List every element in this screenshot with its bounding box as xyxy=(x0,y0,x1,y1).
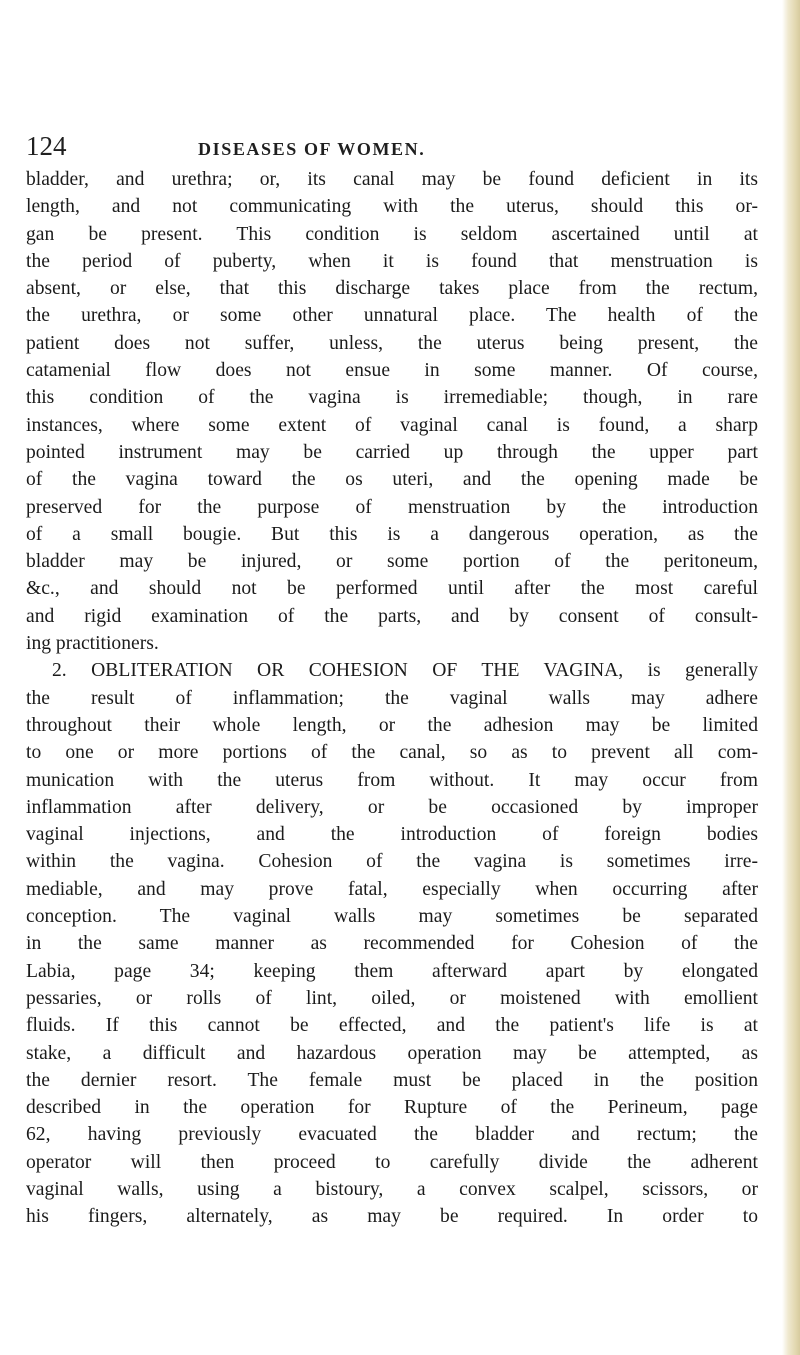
text-line: described in the operation for Rupture of the Perineum, page xyxy=(26,1097,758,1119)
text-line: pessaries, or rolls of lint, oiled, or moistened with emollient xyxy=(26,987,758,1009)
text-line: the period of puberty, when it is found that menstruation is xyxy=(26,250,758,272)
text-line: operator will then proceed to carefully divide the adherent xyxy=(26,1151,758,1173)
text-line: preserved for the purpose of menstruation by the introduction xyxy=(26,496,758,518)
text-line: to one or more portions of the canal, so as to prevent all com- xyxy=(26,742,758,764)
body-text xyxy=(26,166,758,1231)
text-line: gan be present. This condition is seldom ascertained until at xyxy=(26,223,758,245)
text-line: conception. The vaginal walls may sometimes be separated xyxy=(26,906,758,928)
text-line: instances, where some extent of vaginal canal is found, a sharp xyxy=(26,414,758,436)
text-line: this condition of the vagina is irremediable; though, in rare xyxy=(26,387,758,409)
text-line: catamenial flow does not ensue in some manner. Of course, xyxy=(26,360,758,382)
text-line: &c., and should not be performed until after the most careful xyxy=(26,578,758,600)
text-line: and rigid examination of the parts, and by consent of consult- xyxy=(26,605,758,627)
text-line: vaginal injections, and the introduction of foreign bodies xyxy=(26,824,758,846)
text-line: throughout their whole length, or the adhesion may be limited xyxy=(26,714,758,736)
text-line: the urethra, or some other unnatural place. The health of the xyxy=(26,305,758,327)
section-heading-line: 2. OBLITERATION OR COHESION OF THE VAGINA, is generally xyxy=(52,660,758,682)
text-line: the result of inflammation; the vaginal walls may adhere xyxy=(26,687,758,709)
text-line: Labia, page 34; keeping them afterward apart by elongated xyxy=(26,960,758,982)
text-line: inflammation after delivery, or be occasioned by improper xyxy=(26,796,758,818)
text-line: the dernier resort. The female must be placed in the position xyxy=(26,1069,758,1091)
text-line: stake, a difficult and hazardous operation may be attempted, as xyxy=(26,1042,758,1064)
text-line: of the vagina toward the os uteri, and the opening made be xyxy=(26,469,758,491)
page-edge-shading xyxy=(782,0,800,1355)
text-line: length, and not communicating with the uterus, should this or- xyxy=(26,196,758,218)
running-head: DISEASES OF WOMEN. xyxy=(198,139,426,159)
text-line: munication with the uterus from without. It may occur from xyxy=(26,769,758,791)
text-line: fluids. If this cannot be effected, and the patient's life is at xyxy=(26,1015,758,1037)
text-line: his fingers, alternately, as may be required. In order to xyxy=(26,1206,758,1228)
text-line: within the vagina. Cohesion of the vagina is sometimes irre- xyxy=(26,851,758,873)
text-line: 62, having previously evacuated the bladder and rectum; the xyxy=(26,1124,758,1146)
text-line: bladder, and urethra; or, its canal may be found deficient in its xyxy=(26,169,758,190)
page-number: 124 xyxy=(26,131,67,161)
page-header xyxy=(26,129,756,163)
text-line: in the same manner as recommended for Cohesion of the xyxy=(26,933,758,955)
text-line: pointed instrument may be carried up through the upper part xyxy=(26,441,758,463)
text-line: mediable, and may prove fatal, especially when occurring after xyxy=(26,878,758,900)
text-line: of a small bougie. But this is a dangerous operation, as the xyxy=(26,523,758,545)
text-line: absent, or else, that this discharge takes place from the rectum, xyxy=(26,278,758,300)
text-line: patient does not suffer, unless, the uterus being present, the xyxy=(26,332,758,354)
text-line: ing practitioners. xyxy=(26,633,159,655)
text-line: vaginal walls, using a bistoury, a convex scalpel, scissors, or xyxy=(26,1178,758,1200)
text-line: bladder may be injured, or some portion of the peritoneum, xyxy=(26,551,758,573)
